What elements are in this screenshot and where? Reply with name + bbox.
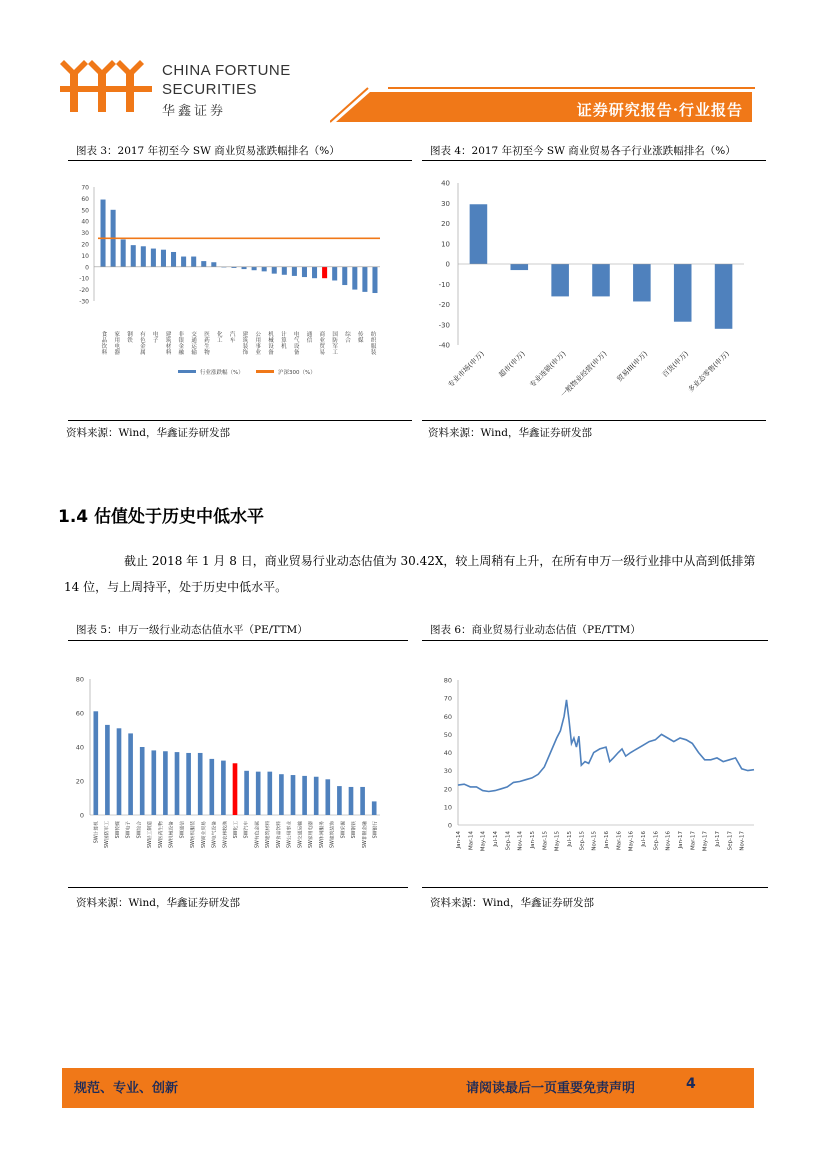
x-tick-label: Sep-16 xyxy=(653,831,660,851)
bar xyxy=(101,200,106,267)
bar xyxy=(93,711,98,815)
y-tick-label: 10 xyxy=(81,252,89,260)
x-tick-label: Nov-14 xyxy=(517,831,524,851)
y-tick-label: -20 xyxy=(79,287,89,295)
y-tick-label: 50 xyxy=(443,730,452,739)
y-tick-label: 20 xyxy=(443,785,452,794)
y-tick-label: -10 xyxy=(438,280,450,289)
bar xyxy=(117,728,122,815)
x-category-label: 电子 xyxy=(152,332,159,344)
y-tick-label: 50 xyxy=(81,207,89,215)
logo-text-line1: CHINA FORTUNE xyxy=(162,62,291,79)
y-tick-label: 70 xyxy=(81,184,89,192)
bar xyxy=(128,733,133,815)
x-tick-label: Jan-16 xyxy=(604,831,610,849)
y-tick-label: 0 xyxy=(447,821,452,830)
figure3-top-rule xyxy=(68,160,412,161)
x-category-label: SW建筑装饰 xyxy=(330,821,336,848)
bar xyxy=(121,239,126,266)
bar xyxy=(181,257,186,267)
bar xyxy=(221,761,226,815)
x-category-label: 电气设备 xyxy=(293,332,300,356)
y-tick-label: 60 xyxy=(81,195,89,203)
x-category-label: SW机械设备 xyxy=(169,821,175,848)
figure6-chart xyxy=(422,665,768,885)
y-tick-label: 20 xyxy=(81,241,89,249)
y-tick-label: 0 xyxy=(445,260,450,269)
figure4-chart xyxy=(422,170,766,414)
bar xyxy=(282,267,287,275)
figure5-source: 资料来源：Wind，华鑫证券研发部 xyxy=(76,897,240,909)
bar xyxy=(342,267,347,285)
x-tick-label: Mar-14 xyxy=(468,831,475,851)
x-category-label: 综合 xyxy=(345,332,351,344)
bar xyxy=(372,801,377,815)
bar xyxy=(337,786,342,815)
company-logo xyxy=(60,56,160,118)
bar xyxy=(161,250,166,267)
bar xyxy=(141,246,146,267)
bar xyxy=(470,204,488,264)
report-type-title: 证券研究报告·行业报告 xyxy=(576,101,743,119)
x-category-label: 商业贸易 xyxy=(319,332,326,356)
figure4-bottom-rule xyxy=(422,420,766,421)
y-tick-label: -40 xyxy=(438,341,450,350)
x-tick-label: Mar-17 xyxy=(690,831,697,851)
x-tick-label: Mar-16 xyxy=(616,831,623,851)
x-category-label: SW家用电器 xyxy=(309,821,315,848)
x-tick-label: Jul-17 xyxy=(715,831,721,847)
x-category-label: SW计算机 xyxy=(94,821,100,844)
x-category-label: 多业态零售(申万) xyxy=(686,349,731,394)
bar xyxy=(233,763,238,815)
x-category-label: 有色金属 xyxy=(140,332,146,356)
x-category-label: SW食品饮料 xyxy=(276,821,282,848)
x-category-label: 汽车 xyxy=(229,332,236,344)
figure5-bottom-rule xyxy=(68,887,408,888)
x-category-label: SW电气设备 xyxy=(212,821,218,848)
logo-text-line2: SECURITIES xyxy=(162,81,258,98)
bar xyxy=(362,267,367,292)
x-category-label: SW传媒 xyxy=(115,821,121,839)
x-category-label: SW纺织服装 xyxy=(191,821,197,848)
figure4-top-rule xyxy=(422,160,766,161)
x-category-label: SW休闲服务 xyxy=(319,821,325,848)
x-category-label: SW化工 xyxy=(234,821,239,839)
bar xyxy=(349,787,354,815)
bar xyxy=(186,753,191,815)
x-category-label: SW公用事业 xyxy=(287,821,293,848)
x-category-label: 计算机 xyxy=(281,332,287,350)
section-paragraph: 截止 2018 年 1 月 8 日，商业贸易行业动态估值为 30.42X，较上周稍有上升，在所有申万一级行业排中从高到低排第 14 位，与上周持平，处于历史中低水平。 xyxy=(64,554,756,594)
y-tick-label: -30 xyxy=(438,321,450,330)
y-tick-label: 10 xyxy=(441,240,450,249)
x-category-label: 建筑材料 xyxy=(165,332,172,356)
bar xyxy=(322,267,327,278)
x-category-label: SW建筑材料 xyxy=(266,821,272,848)
bar xyxy=(151,249,156,267)
legend-label-hs300: 沪深300（%） xyxy=(278,370,316,376)
legend-swatch-industry xyxy=(178,370,196,373)
x-tick-label: Jul-16 xyxy=(641,831,647,847)
x-category-label: SW农林牧渔 xyxy=(223,821,229,848)
x-category-label: SW银行 xyxy=(373,821,379,839)
figure3-source: 资料来源：Wind，华鑫证券研发部 xyxy=(66,427,230,439)
x-tick-label: Sep-15 xyxy=(579,831,586,851)
x-category-label: SW医药生物 xyxy=(158,821,164,848)
legend-swatch-hs300 xyxy=(256,370,274,373)
x-tick-label: Jan-15 xyxy=(530,831,536,849)
x-category-label: 食品饮料 xyxy=(101,332,108,356)
y-tick-label: 20 xyxy=(441,220,450,228)
x-tick-label: Nov-16 xyxy=(665,831,672,851)
bar xyxy=(267,772,272,815)
x-tick-label: Jan-17 xyxy=(678,831,684,849)
y-tick-label: 10 xyxy=(443,803,452,812)
figure4-source: 资料来源：Wind，华鑫证券研发部 xyxy=(428,427,592,439)
x-category-label: 一般物业经营(申万) xyxy=(559,349,609,399)
x-category-label: SW综合 xyxy=(137,821,143,839)
bar xyxy=(332,267,337,281)
x-category-label: 家用电器 xyxy=(114,332,120,356)
bar xyxy=(151,750,156,815)
x-tick-label: May-17 xyxy=(702,831,709,852)
series-line-pe xyxy=(458,700,754,792)
y-tick-label: -10 xyxy=(79,275,89,283)
figure5-caption: 图表 5：申万一级行业动态估值水平（PE/TTM） xyxy=(76,624,308,636)
bar xyxy=(244,771,249,815)
figure3-bottom-rule xyxy=(68,420,412,421)
x-category-label: 超市(申万) xyxy=(497,349,527,380)
x-category-label: 钢铁 xyxy=(127,332,133,344)
bar xyxy=(372,267,377,293)
bar xyxy=(252,267,257,270)
x-category-label: 通信 xyxy=(306,332,313,344)
x-category-label: 纺织服装 xyxy=(370,332,377,356)
figure5-chart xyxy=(68,665,408,885)
bar xyxy=(360,787,365,815)
bar xyxy=(633,264,651,301)
y-tick-label: 20 xyxy=(75,777,84,786)
x-tick-label: Sep-14 xyxy=(505,831,512,851)
bar xyxy=(551,264,569,296)
x-category-label: 公用事业 xyxy=(255,332,261,356)
bar xyxy=(211,262,216,267)
y-tick-label: 80 xyxy=(75,675,84,684)
x-category-label: 交通运输 xyxy=(191,332,197,356)
y-tick-label: 40 xyxy=(75,743,84,752)
y-tick-label: 40 xyxy=(81,218,89,226)
bar xyxy=(302,776,307,815)
x-category-label: SW非银金融 xyxy=(362,821,368,848)
x-tick-label: Jul-15 xyxy=(567,831,573,847)
bar xyxy=(131,245,136,267)
x-tick-label: May-15 xyxy=(554,831,561,852)
y-tick-label: 70 xyxy=(443,694,452,703)
bar xyxy=(242,267,247,269)
x-tick-label: Nov-17 xyxy=(739,831,746,851)
bar xyxy=(715,264,733,329)
page-number: 4 xyxy=(686,1076,696,1092)
figure6-source: 资料来源：Wind，华鑫证券研发部 xyxy=(430,897,594,909)
y-tick-label: 30 xyxy=(443,767,452,776)
x-category-label: 非银金融 xyxy=(178,332,185,356)
bar xyxy=(105,725,110,815)
y-tick-label: 0 xyxy=(85,264,89,272)
footer-disclaimer-note: 请阅读最后一页重要免责声明 xyxy=(466,1081,636,1096)
bar xyxy=(262,267,267,272)
y-tick-label: 30 xyxy=(81,230,89,238)
x-tick-label: Jan-14 xyxy=(456,831,462,849)
x-category-label: SW商业贸易 xyxy=(201,821,207,848)
x-category-label: SW采掘 xyxy=(341,821,347,839)
bar xyxy=(312,267,317,278)
section-heading: 1.4 估值处于历史中低水平 xyxy=(58,507,265,527)
figure3-caption: 图表 3：2017 年初至今 SW 商业贸易涨跌幅排名（%） xyxy=(76,145,340,157)
x-category-label: 化工 xyxy=(217,332,223,344)
x-tick-label: May-14 xyxy=(480,831,487,852)
bar xyxy=(592,264,610,296)
y-tick-label: -20 xyxy=(438,301,450,309)
figure3-chart xyxy=(68,170,412,414)
bar xyxy=(292,267,297,276)
figure6-bottom-rule xyxy=(422,887,768,888)
x-category-label: SW国防军工 xyxy=(105,821,111,848)
x-tick-label: May-16 xyxy=(628,831,635,852)
bar xyxy=(291,775,296,815)
figure5-top-rule xyxy=(68,640,408,641)
bar xyxy=(256,772,261,815)
y-tick-label: -30 xyxy=(79,298,89,306)
x-category-label: 贸易III(申万) xyxy=(615,349,650,384)
bar xyxy=(209,759,214,815)
x-category-label: 建筑装饰 xyxy=(242,332,249,356)
bar xyxy=(511,264,529,270)
y-tick-label: 80 xyxy=(443,676,452,685)
bar xyxy=(198,753,203,815)
bar xyxy=(325,779,330,815)
bar xyxy=(201,261,206,267)
bar xyxy=(171,252,176,267)
bar xyxy=(314,777,319,815)
figure6-top-rule xyxy=(422,640,768,641)
x-category-label: SW轻工制造 xyxy=(148,821,154,848)
x-tick-label: Jul-14 xyxy=(493,831,499,847)
bar xyxy=(272,267,277,274)
x-category-label: SW汽车 xyxy=(244,821,250,839)
bar xyxy=(140,747,145,815)
x-tick-label: Mar-15 xyxy=(542,831,549,851)
x-category-label: SW有色金属 xyxy=(255,821,261,848)
bar xyxy=(674,264,692,322)
x-category-label: 国防军工 xyxy=(332,332,338,356)
x-category-label: SW电子 xyxy=(126,821,132,839)
x-category-label: 专业市场(申万) xyxy=(446,349,486,389)
figure4-caption: 图表 4：2017 年初至今 SW 商业贸易各子行业涨跌幅排名（%） xyxy=(430,145,736,157)
y-tick-label: 40 xyxy=(443,749,452,757)
footer-slogan: 规范、专业、创新 xyxy=(74,1081,179,1096)
y-tick-label: 60 xyxy=(443,712,452,721)
y-tick-label: 0 xyxy=(79,811,84,820)
x-category-label: SW钢铁 xyxy=(352,821,358,839)
y-tick-label: 40 xyxy=(441,179,450,188)
x-category-label: 传媒 xyxy=(358,332,364,344)
bar xyxy=(302,267,307,277)
x-category-label: 百货(申万) xyxy=(660,349,691,380)
x-tick-label: Sep-17 xyxy=(727,831,734,851)
y-tick-label: 60 xyxy=(75,709,84,718)
logo-text-line3: 华鑫证券 xyxy=(162,104,227,119)
x-category-label: SW通信 xyxy=(180,821,186,839)
bar xyxy=(279,774,284,815)
figure6-caption: 图表 6：商业贸易行业动态估值（PE/TTM） xyxy=(430,624,641,636)
x-category-label: SW交通运输 xyxy=(298,821,304,848)
x-tick-label: Nov-15 xyxy=(591,831,598,851)
y-tick-label: 30 xyxy=(441,199,450,208)
bar xyxy=(352,267,357,290)
x-category-label: 医药生物 xyxy=(204,332,210,356)
legend-label-industry: 行业涨跌幅（%） xyxy=(200,370,244,376)
x-category-label: 专业连锁(申万) xyxy=(528,349,568,389)
bar xyxy=(191,257,196,267)
bar xyxy=(175,752,180,815)
x-category-label: 机械设备 xyxy=(268,332,274,356)
bar xyxy=(163,751,168,815)
